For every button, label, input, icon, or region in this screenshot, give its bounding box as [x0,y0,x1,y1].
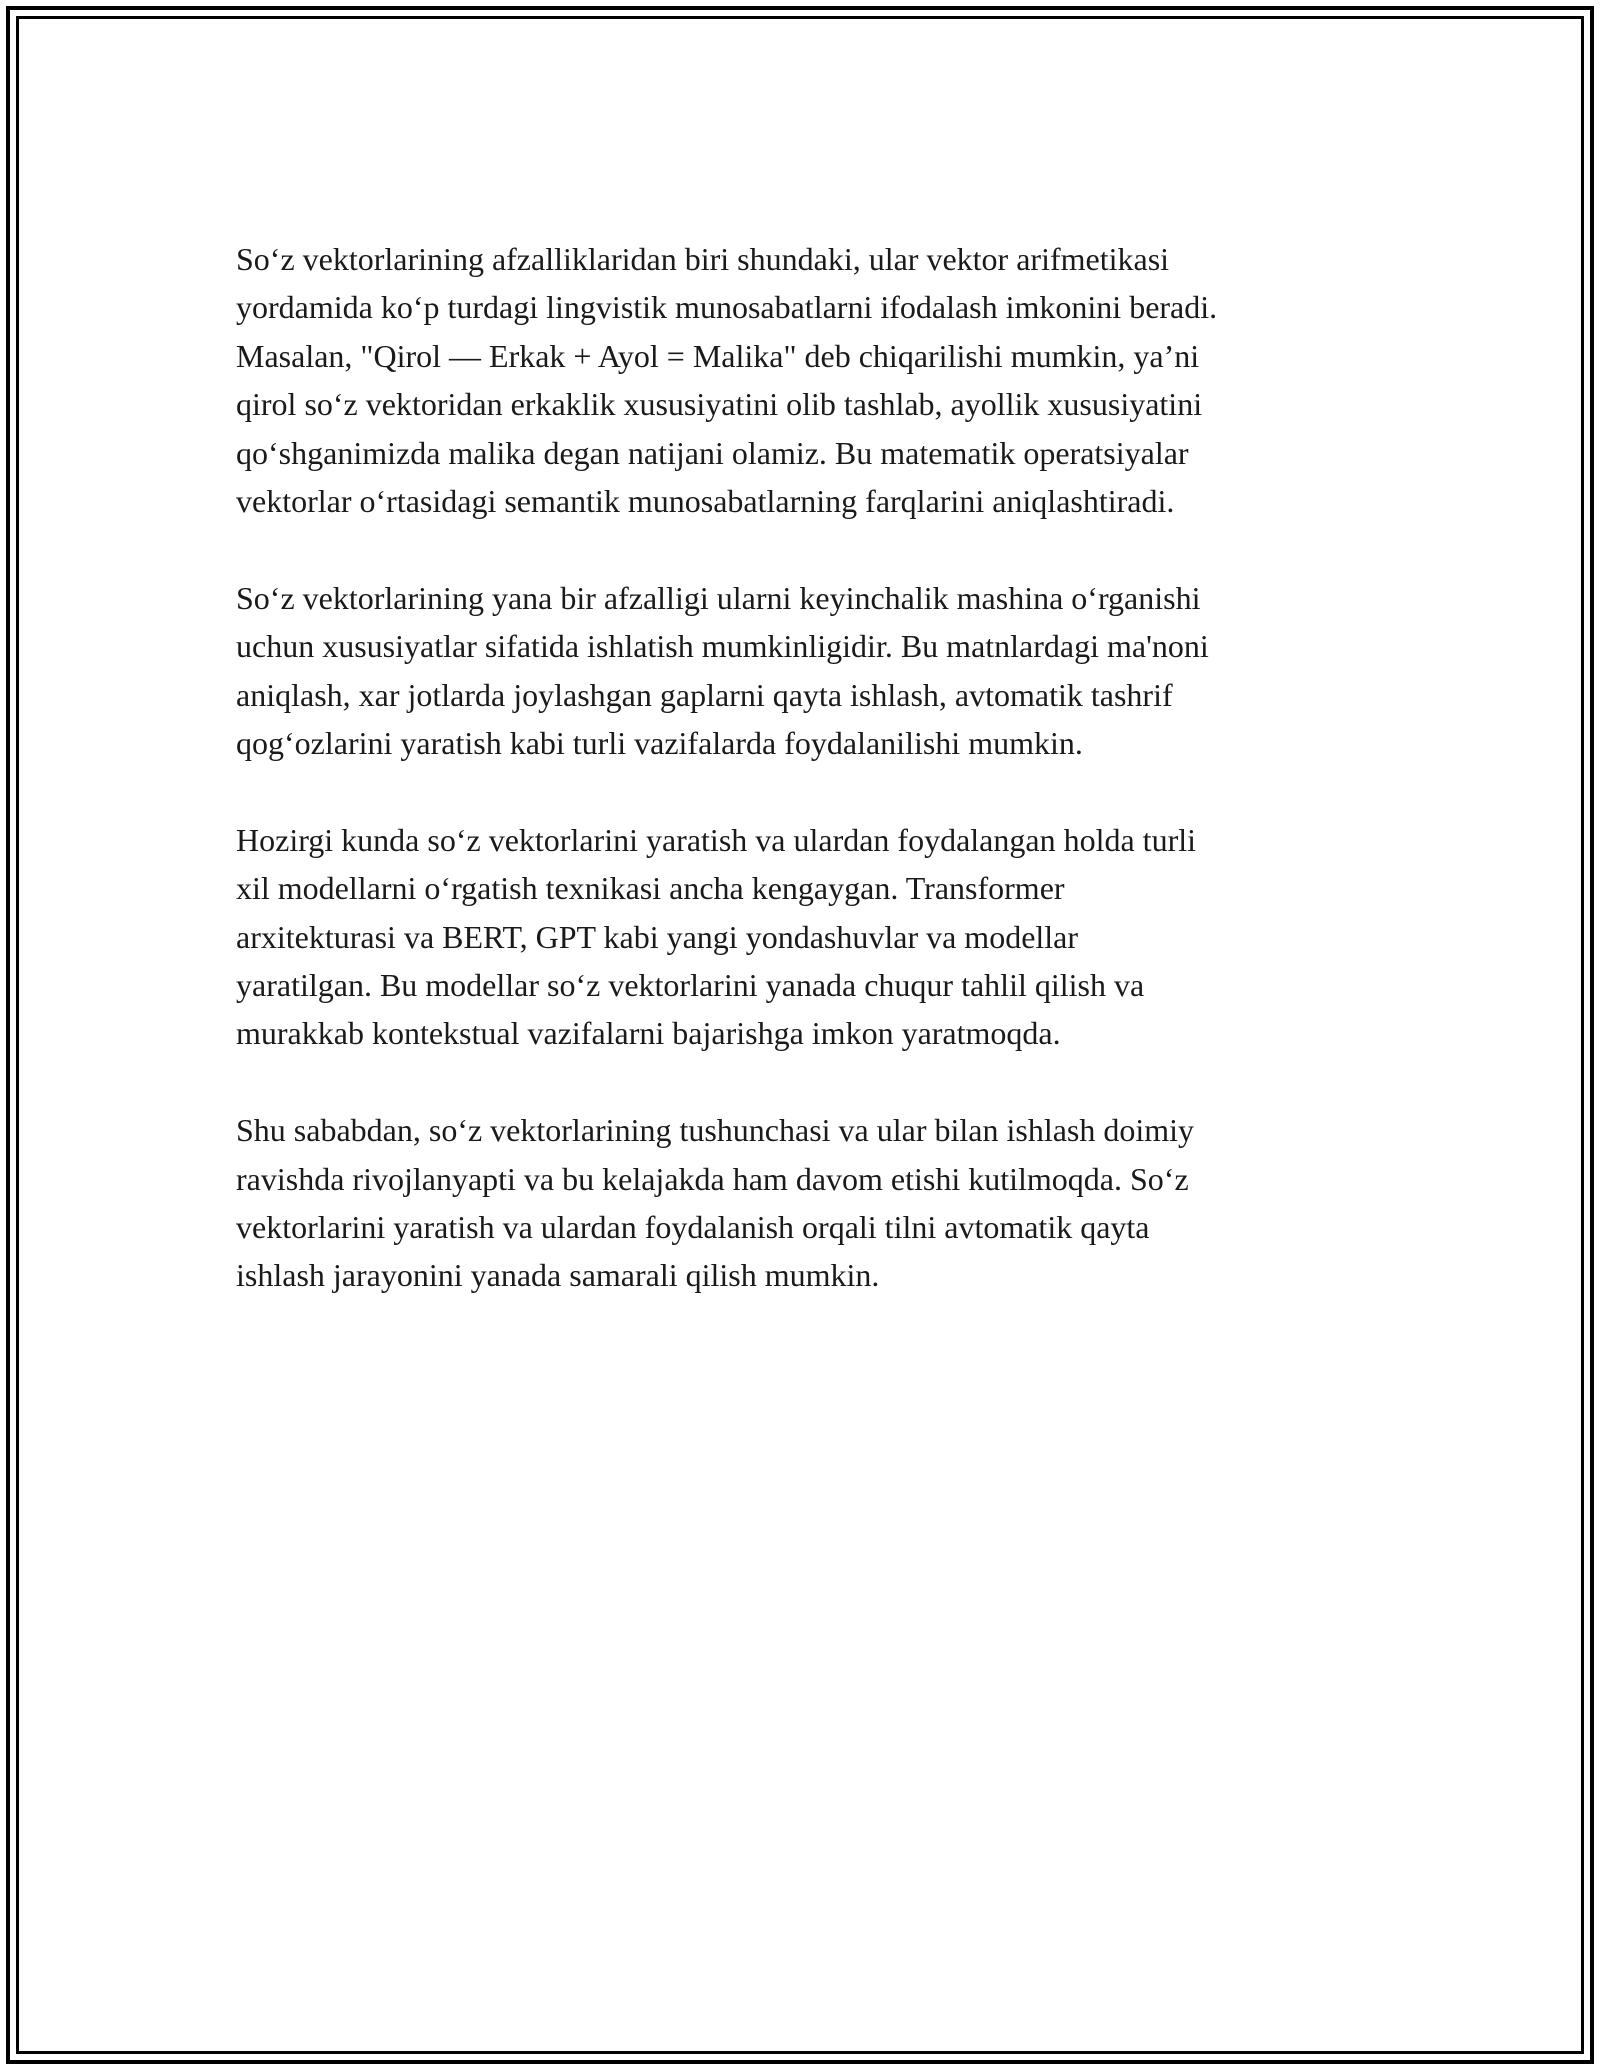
paragraph-1 [236,235,1376,525]
text-line: uchun xususiyatlar sifatida ishlatish mumkinligidir. Bu matnlardagi ma'noni [236,628,1209,665]
text-line: qirol so‘z vektoridan erkaklik xususiyatini olib tashlab, ayollik xususiyatini [236,386,1203,423]
text-line: vektorlarini yaratish va ulardan foydalanish orqali tilni avtomatik qayta [236,1209,1150,1246]
paragraph-3 [236,816,1376,1058]
text-line: So‘z vektorlarining yana bir afzalligi ularni keyinchalik mashina o‘rganishi [236,579,1201,616]
text-line: xil modellarni o‘rgatish texnikasi ancha kengaygan. Transformer [236,870,1065,907]
text-line: ravishda rivojlanyapti va bu kelajakda ham davom etishi kutilmoqda. So‘z [236,1160,1189,1197]
text-line: yaratilgan. Bu modellar so‘z vektorlarini yanada chuqur tahlil qilish va [236,967,1145,1004]
document-body [236,235,1376,1348]
text-line: Hozirgi kunda so‘z vektorlarini yaratish va ulardan foydalangan holda turli [236,821,1196,858]
text-line: ishlash jarayonini yanada samarali qilish mumkin. [236,1257,880,1294]
text-line: qog‘ozlarini yaratish kabi turli vazifalarda foydalanilishi mumkin. [236,725,1083,762]
text-line: vektorlar o‘rtasidagi semantik munosabatlarning farqlarini aniqlashtiradi. [236,483,1175,520]
text-line: murakkab kontekstual vazifalarni bajarishga imkon yaratmoqda. [236,1015,1061,1052]
text-line: aniqlash, xar jotlarda joylashgan gaplarni qayta ishlash, avtomatik tashrif [236,676,1173,713]
paragraph-4 [236,1106,1376,1300]
text-line: Masalan, "Qirol — Erkak + Ayol = Malika" deb chiqarilishi mumkin, ya’ni [236,337,1200,374]
text-line: arxitekturasi va BERT, GPT kabi yangi yondashuvlar va modellar [236,918,1079,955]
text-line: qo‘shganimizda malika degan natijani olamiz. Bu matematik operatsiyalar [236,434,1189,471]
text-line: Shu sababdan, so‘z vektorlarining tushunchasi va ular bilan ishlash doimiy [236,1112,1195,1149]
paragraph-2 [236,574,1376,768]
text-line: So‘z vektorlarining afzalliklaridan biri shundaki, ular vektor arifmetikasi [236,241,1170,277]
text-line: yordamida ko‘p turdagi lingvistik munosabatlarni ifodalash imkonini beradi. [236,289,1218,326]
